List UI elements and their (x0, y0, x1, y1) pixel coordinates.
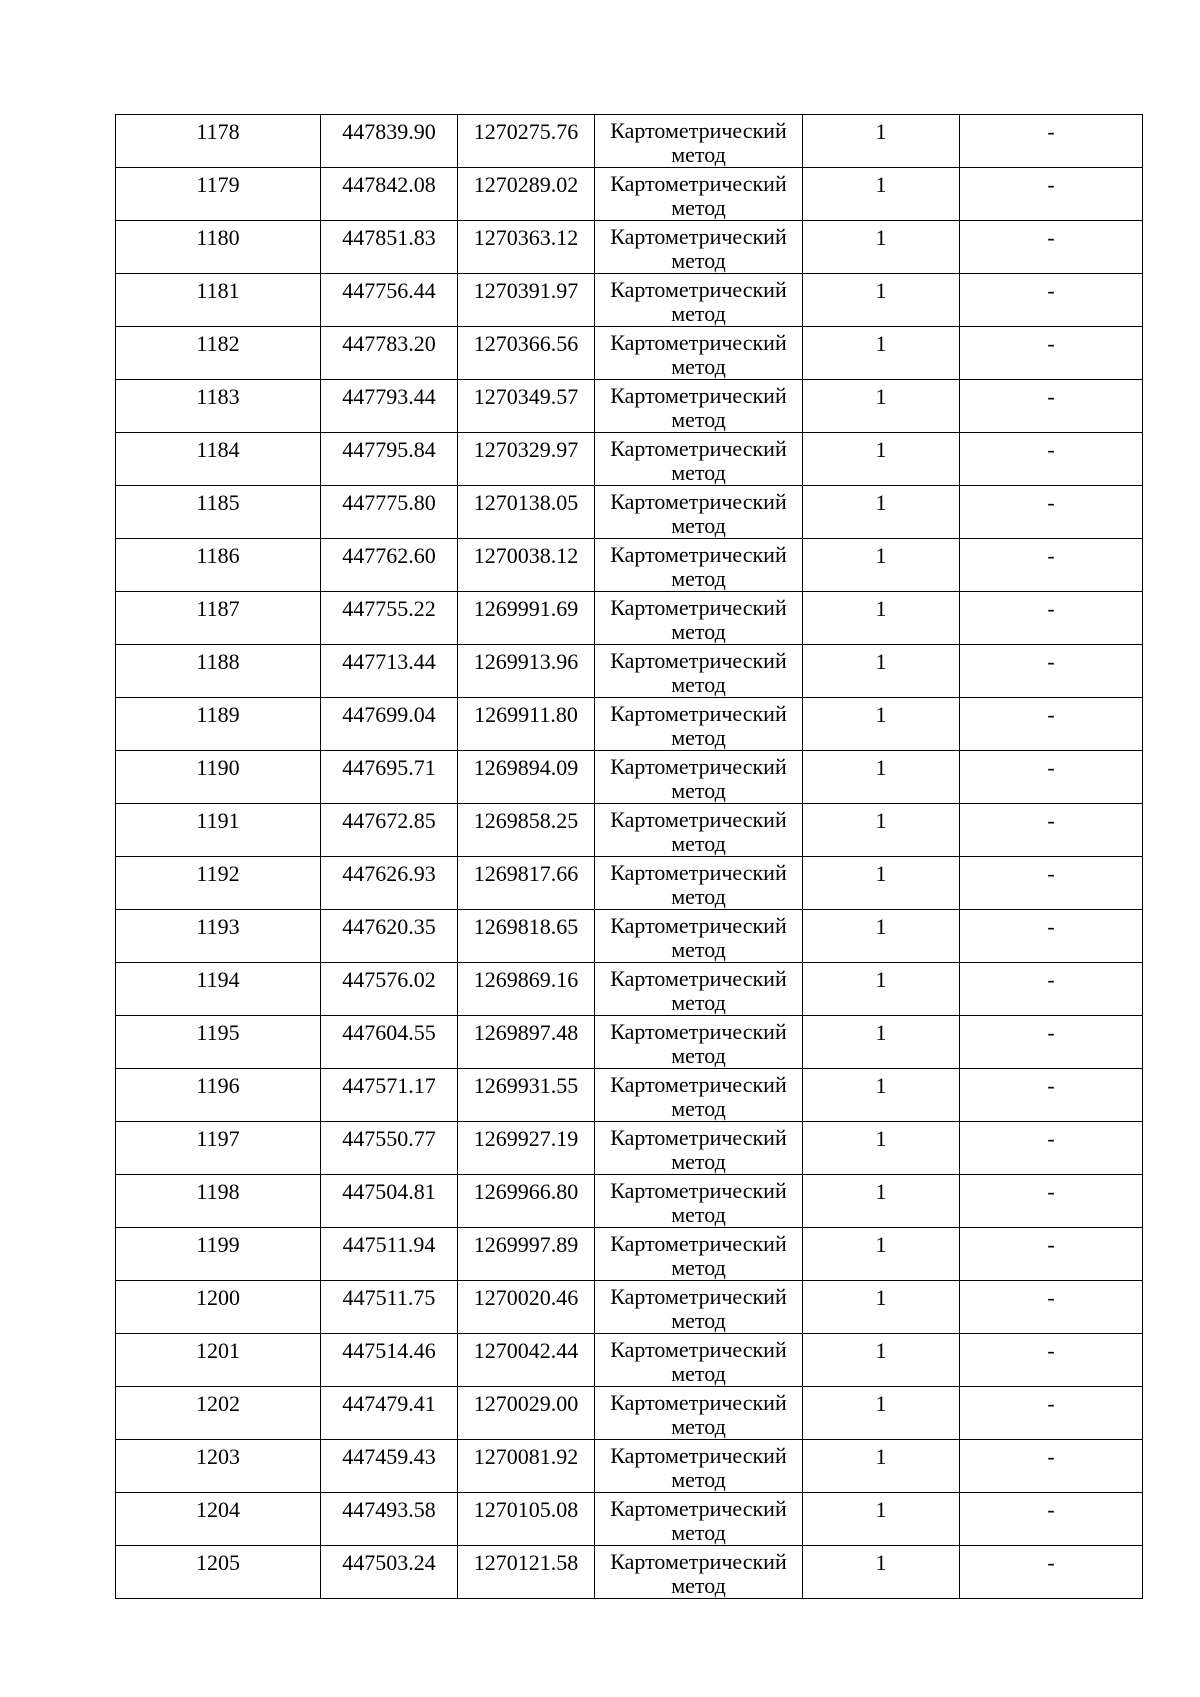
accuracy-cell: 1 (803, 1493, 960, 1546)
method-line-2: метод (671, 1043, 726, 1068)
method-cell (595, 645, 803, 698)
point-number-cell: 1204 (116, 1493, 321, 1546)
method-line-1: Картометрический (610, 966, 787, 991)
method-cell (595, 115, 803, 168)
table-row (116, 1493, 1143, 1546)
accuracy-cell: 1 (803, 592, 960, 645)
y-coordinate-cell: 1269913.96 (458, 645, 595, 698)
point-number-cell: 1199 (116, 1228, 321, 1281)
x-coordinate-cell: 447699.04 (321, 698, 458, 751)
accuracy-cell: 1 (803, 115, 960, 168)
point-number-cell: 1193 (116, 910, 321, 963)
x-coordinate-cell: 447755.22 (321, 592, 458, 645)
method-cell (595, 1069, 803, 1122)
method-cell (595, 1387, 803, 1440)
accuracy-cell: 1 (803, 910, 960, 963)
method-cell (595, 1334, 803, 1387)
table-row (116, 1546, 1143, 1599)
accuracy-cell: 1 (803, 857, 960, 910)
note-cell: - (960, 1387, 1143, 1440)
method-cell (595, 221, 803, 274)
note-cell: - (960, 698, 1143, 751)
y-coordinate-cell: 1269991.69 (458, 592, 595, 645)
method-cell (595, 592, 803, 645)
method-line-1: Картометрический (610, 1443, 787, 1468)
x-coordinate-cell: 447550.77 (321, 1122, 458, 1175)
note-cell: - (960, 1069, 1143, 1122)
method-cell (595, 539, 803, 592)
method-cell (595, 804, 803, 857)
method-line-1: Картометрический (610, 277, 787, 302)
method-cell (595, 1493, 803, 1546)
x-coordinate-cell: 447571.17 (321, 1069, 458, 1122)
table-row (116, 539, 1143, 592)
point-number-cell: 1190 (116, 751, 321, 804)
point-number-cell: 1182 (116, 327, 321, 380)
y-coordinate-cell: 1270038.12 (458, 539, 595, 592)
table-row (116, 221, 1143, 274)
x-coordinate-cell: 447626.93 (321, 857, 458, 910)
point-number-cell: 1181 (116, 274, 321, 327)
note-cell: - (960, 1228, 1143, 1281)
x-coordinate-cell: 447576.02 (321, 963, 458, 1016)
y-coordinate-cell: 1270105.08 (458, 1493, 595, 1546)
point-number-cell: 1187 (116, 592, 321, 645)
note-cell: - (960, 433, 1143, 486)
y-coordinate-cell: 1269869.16 (458, 963, 595, 1016)
x-coordinate-cell: 447713.44 (321, 645, 458, 698)
accuracy-cell: 1 (803, 221, 960, 274)
table-row (116, 1228, 1143, 1281)
point-number-cell: 1194 (116, 963, 321, 1016)
accuracy-cell: 1 (803, 1334, 960, 1387)
method-line-2: метод (671, 725, 726, 750)
point-number-cell: 1185 (116, 486, 321, 539)
y-coordinate-cell: 1269927.19 (458, 1122, 595, 1175)
y-coordinate-cell: 1270391.97 (458, 274, 595, 327)
y-coordinate-cell: 1269858.25 (458, 804, 595, 857)
point-number-cell: 1196 (116, 1069, 321, 1122)
point-number-cell: 1186 (116, 539, 321, 592)
note-cell: - (960, 168, 1143, 221)
method-line-2: метод (671, 460, 726, 485)
y-coordinate-cell: 1270029.00 (458, 1387, 595, 1440)
table-row (116, 910, 1143, 963)
method-line-2: метод (671, 1308, 726, 1333)
method-line-1: Картометрический (610, 224, 787, 249)
method-line-1: Картометрический (610, 383, 787, 408)
x-coordinate-cell: 447479.41 (321, 1387, 458, 1440)
note-cell: - (960, 1016, 1143, 1069)
point-number-cell: 1191 (116, 804, 321, 857)
table-row (116, 857, 1143, 910)
accuracy-cell: 1 (803, 645, 960, 698)
y-coordinate-cell: 1269931.55 (458, 1069, 595, 1122)
y-coordinate-cell: 1270138.05 (458, 486, 595, 539)
table-row (116, 1122, 1143, 1175)
method-line-2: метод (671, 1202, 726, 1227)
method-cell (595, 1175, 803, 1228)
point-number-cell: 1188 (116, 645, 321, 698)
y-coordinate-cell: 1269897.48 (458, 1016, 595, 1069)
table-row (116, 168, 1143, 221)
accuracy-cell: 1 (803, 1016, 960, 1069)
x-coordinate-cell: 447503.24 (321, 1546, 458, 1599)
note-cell: - (960, 221, 1143, 274)
table-row (116, 433, 1143, 486)
table-row (116, 1281, 1143, 1334)
method-line-1: Картометрический (610, 754, 787, 779)
method-cell (595, 963, 803, 1016)
method-line-1: Картометрический (610, 1231, 787, 1256)
y-coordinate-cell: 1269966.80 (458, 1175, 595, 1228)
x-coordinate-cell: 447504.81 (321, 1175, 458, 1228)
method-cell (595, 1546, 803, 1599)
y-coordinate-cell: 1270042.44 (458, 1334, 595, 1387)
method-line-2: метод (671, 195, 726, 220)
y-coordinate-cell: 1270121.58 (458, 1546, 595, 1599)
method-line-2: метод (671, 778, 726, 803)
accuracy-cell: 1 (803, 1440, 960, 1493)
method-line-2: метод (671, 1255, 726, 1280)
method-line-1: Картометрический (610, 648, 787, 673)
x-coordinate-cell: 447514.46 (321, 1334, 458, 1387)
method-cell (595, 698, 803, 751)
table-row (116, 486, 1143, 539)
table-body (116, 115, 1143, 1599)
method-cell (595, 486, 803, 539)
point-number-cell: 1203 (116, 1440, 321, 1493)
method-line-2: метод (671, 1361, 726, 1386)
note-cell: - (960, 1175, 1143, 1228)
note-cell: - (960, 1334, 1143, 1387)
note-cell: - (960, 539, 1143, 592)
method-cell (595, 327, 803, 380)
method-line-2: метод (671, 566, 726, 591)
method-line-2: метод (671, 884, 726, 909)
coordinates-table (115, 114, 1143, 1599)
table-row (116, 963, 1143, 1016)
table-row (116, 804, 1143, 857)
accuracy-cell: 1 (803, 1122, 960, 1175)
accuracy-cell: 1 (803, 1387, 960, 1440)
y-coordinate-cell: 1269911.80 (458, 698, 595, 751)
note-cell: - (960, 486, 1143, 539)
note-cell: - (960, 1122, 1143, 1175)
method-line-2: метод (671, 1467, 726, 1492)
method-line-2: метод (671, 301, 726, 326)
point-number-cell: 1198 (116, 1175, 321, 1228)
method-line-1: Картометрический (610, 436, 787, 461)
x-coordinate-cell: 447511.94 (321, 1228, 458, 1281)
table-row (116, 751, 1143, 804)
method-cell (595, 1122, 803, 1175)
method-line-2: метод (671, 672, 726, 697)
accuracy-cell: 1 (803, 1228, 960, 1281)
method-line-1: Картометрический (610, 1390, 787, 1415)
method-line-2: метод (671, 619, 726, 644)
method-line-1: Картометрический (610, 330, 787, 355)
method-line-2: метод (671, 1149, 726, 1174)
method-line-2: метод (671, 1573, 726, 1598)
method-cell (595, 857, 803, 910)
point-number-cell: 1202 (116, 1387, 321, 1440)
note-cell: - (960, 592, 1143, 645)
table-row (116, 645, 1143, 698)
x-coordinate-cell: 447620.35 (321, 910, 458, 963)
table-row (116, 1440, 1143, 1493)
method-line-2: метод (671, 937, 726, 962)
note-cell: - (960, 751, 1143, 804)
method-cell (595, 1016, 803, 1069)
y-coordinate-cell: 1270349.57 (458, 380, 595, 433)
y-coordinate-cell: 1269894.09 (458, 751, 595, 804)
method-line-2: метод (671, 831, 726, 856)
accuracy-cell: 1 (803, 168, 960, 221)
method-line-1: Картометрический (610, 1072, 787, 1097)
method-cell (595, 1228, 803, 1281)
table-row (116, 380, 1143, 433)
accuracy-cell: 1 (803, 1069, 960, 1122)
method-line-1: Картометрический (610, 489, 787, 514)
note-cell: - (960, 910, 1143, 963)
x-coordinate-cell: 447793.44 (321, 380, 458, 433)
x-coordinate-cell: 447783.20 (321, 327, 458, 380)
method-line-1: Картометрический (610, 595, 787, 620)
method-line-1: Картометрический (610, 807, 787, 832)
x-coordinate-cell: 447762.60 (321, 539, 458, 592)
table-row (116, 592, 1143, 645)
point-number-cell: 1205 (116, 1546, 321, 1599)
note-cell: - (960, 963, 1143, 1016)
method-cell (595, 1440, 803, 1493)
accuracy-cell: 1 (803, 963, 960, 1016)
y-coordinate-cell: 1269817.66 (458, 857, 595, 910)
x-coordinate-cell: 447756.44 (321, 274, 458, 327)
method-line-2: метод (671, 354, 726, 379)
point-number-cell: 1180 (116, 221, 321, 274)
accuracy-cell: 1 (803, 804, 960, 857)
method-cell (595, 751, 803, 804)
accuracy-cell: 1 (803, 433, 960, 486)
note-cell: - (960, 1546, 1143, 1599)
x-coordinate-cell: 447511.75 (321, 1281, 458, 1334)
method-line-2: метод (671, 1520, 726, 1545)
y-coordinate-cell: 1270363.12 (458, 221, 595, 274)
note-cell: - (960, 327, 1143, 380)
x-coordinate-cell: 447851.83 (321, 221, 458, 274)
method-line-1: Картометрический (610, 1125, 787, 1150)
method-cell (595, 380, 803, 433)
method-line-1: Картометрический (610, 1019, 787, 1044)
method-line-2: метод (671, 248, 726, 273)
accuracy-cell: 1 (803, 486, 960, 539)
note-cell: - (960, 380, 1143, 433)
accuracy-cell: 1 (803, 380, 960, 433)
accuracy-cell: 1 (803, 274, 960, 327)
point-number-cell: 1192 (116, 857, 321, 910)
table-row (116, 1175, 1143, 1228)
method-line-1: Картометрический (610, 913, 787, 938)
y-coordinate-cell: 1270020.46 (458, 1281, 595, 1334)
method-line-1: Картометрический (610, 1337, 787, 1362)
accuracy-cell: 1 (803, 1175, 960, 1228)
accuracy-cell: 1 (803, 698, 960, 751)
point-number-cell: 1179 (116, 168, 321, 221)
note-cell: - (960, 645, 1143, 698)
method-line-1: Картометрический (610, 1549, 787, 1574)
method-cell (595, 274, 803, 327)
point-number-cell: 1200 (116, 1281, 321, 1334)
table-row (116, 698, 1143, 751)
note-cell: - (960, 1281, 1143, 1334)
note-cell: - (960, 804, 1143, 857)
accuracy-cell: 1 (803, 1546, 960, 1599)
x-coordinate-cell: 447839.90 (321, 115, 458, 168)
y-coordinate-cell: 1270275.76 (458, 115, 595, 168)
point-number-cell: 1184 (116, 433, 321, 486)
method-line-1: Картометрический (610, 701, 787, 726)
point-number-cell: 1178 (116, 115, 321, 168)
note-cell: - (960, 1440, 1143, 1493)
table-row (116, 274, 1143, 327)
method-line-2: метод (671, 513, 726, 538)
x-coordinate-cell: 447695.71 (321, 751, 458, 804)
method-cell (595, 1281, 803, 1334)
y-coordinate-cell: 1269818.65 (458, 910, 595, 963)
accuracy-cell: 1 (803, 539, 960, 592)
method-line-1: Картометрический (610, 1284, 787, 1309)
method-line-1: Картометрический (610, 171, 787, 196)
accuracy-cell: 1 (803, 751, 960, 804)
method-line-2: метод (671, 1414, 726, 1439)
y-coordinate-cell: 1270081.92 (458, 1440, 595, 1493)
method-cell (595, 910, 803, 963)
method-line-1: Картометрический (610, 542, 787, 567)
table-row (116, 1016, 1143, 1069)
x-coordinate-cell: 447459.43 (321, 1440, 458, 1493)
y-coordinate-cell: 1270329.97 (458, 433, 595, 486)
method-line-1: Картометрический (610, 1178, 787, 1203)
point-number-cell: 1183 (116, 380, 321, 433)
method-line-2: метод (671, 990, 726, 1015)
y-coordinate-cell: 1270366.56 (458, 327, 595, 380)
y-coordinate-cell: 1269997.89 (458, 1228, 595, 1281)
table-row (116, 327, 1143, 380)
point-number-cell: 1189 (116, 698, 321, 751)
x-coordinate-cell: 447842.08 (321, 168, 458, 221)
method-cell (595, 168, 803, 221)
accuracy-cell: 1 (803, 1281, 960, 1334)
method-line-2: метод (671, 1096, 726, 1121)
note-cell: - (960, 115, 1143, 168)
table-row (116, 1069, 1143, 1122)
point-number-cell: 1197 (116, 1122, 321, 1175)
note-cell: - (960, 274, 1143, 327)
x-coordinate-cell: 447493.58 (321, 1493, 458, 1546)
x-coordinate-cell: 447795.84 (321, 433, 458, 486)
accuracy-cell: 1 (803, 327, 960, 380)
method-cell (595, 433, 803, 486)
table-row (116, 1334, 1143, 1387)
point-number-cell: 1201 (116, 1334, 321, 1387)
note-cell: - (960, 857, 1143, 910)
x-coordinate-cell: 447775.80 (321, 486, 458, 539)
note-cell: - (960, 1493, 1143, 1546)
x-coordinate-cell: 447672.85 (321, 804, 458, 857)
method-line-2: метод (671, 142, 726, 167)
method-line-1: Картометрический (610, 860, 787, 885)
method-line-2: метод (671, 407, 726, 432)
table-row (116, 1387, 1143, 1440)
table-row (116, 115, 1143, 168)
y-coordinate-cell: 1270289.02 (458, 168, 595, 221)
method-line-1: Картометрический (610, 1496, 787, 1521)
point-number-cell: 1195 (116, 1016, 321, 1069)
x-coordinate-cell: 447604.55 (321, 1016, 458, 1069)
method-line-1: Картометрический (610, 118, 787, 143)
